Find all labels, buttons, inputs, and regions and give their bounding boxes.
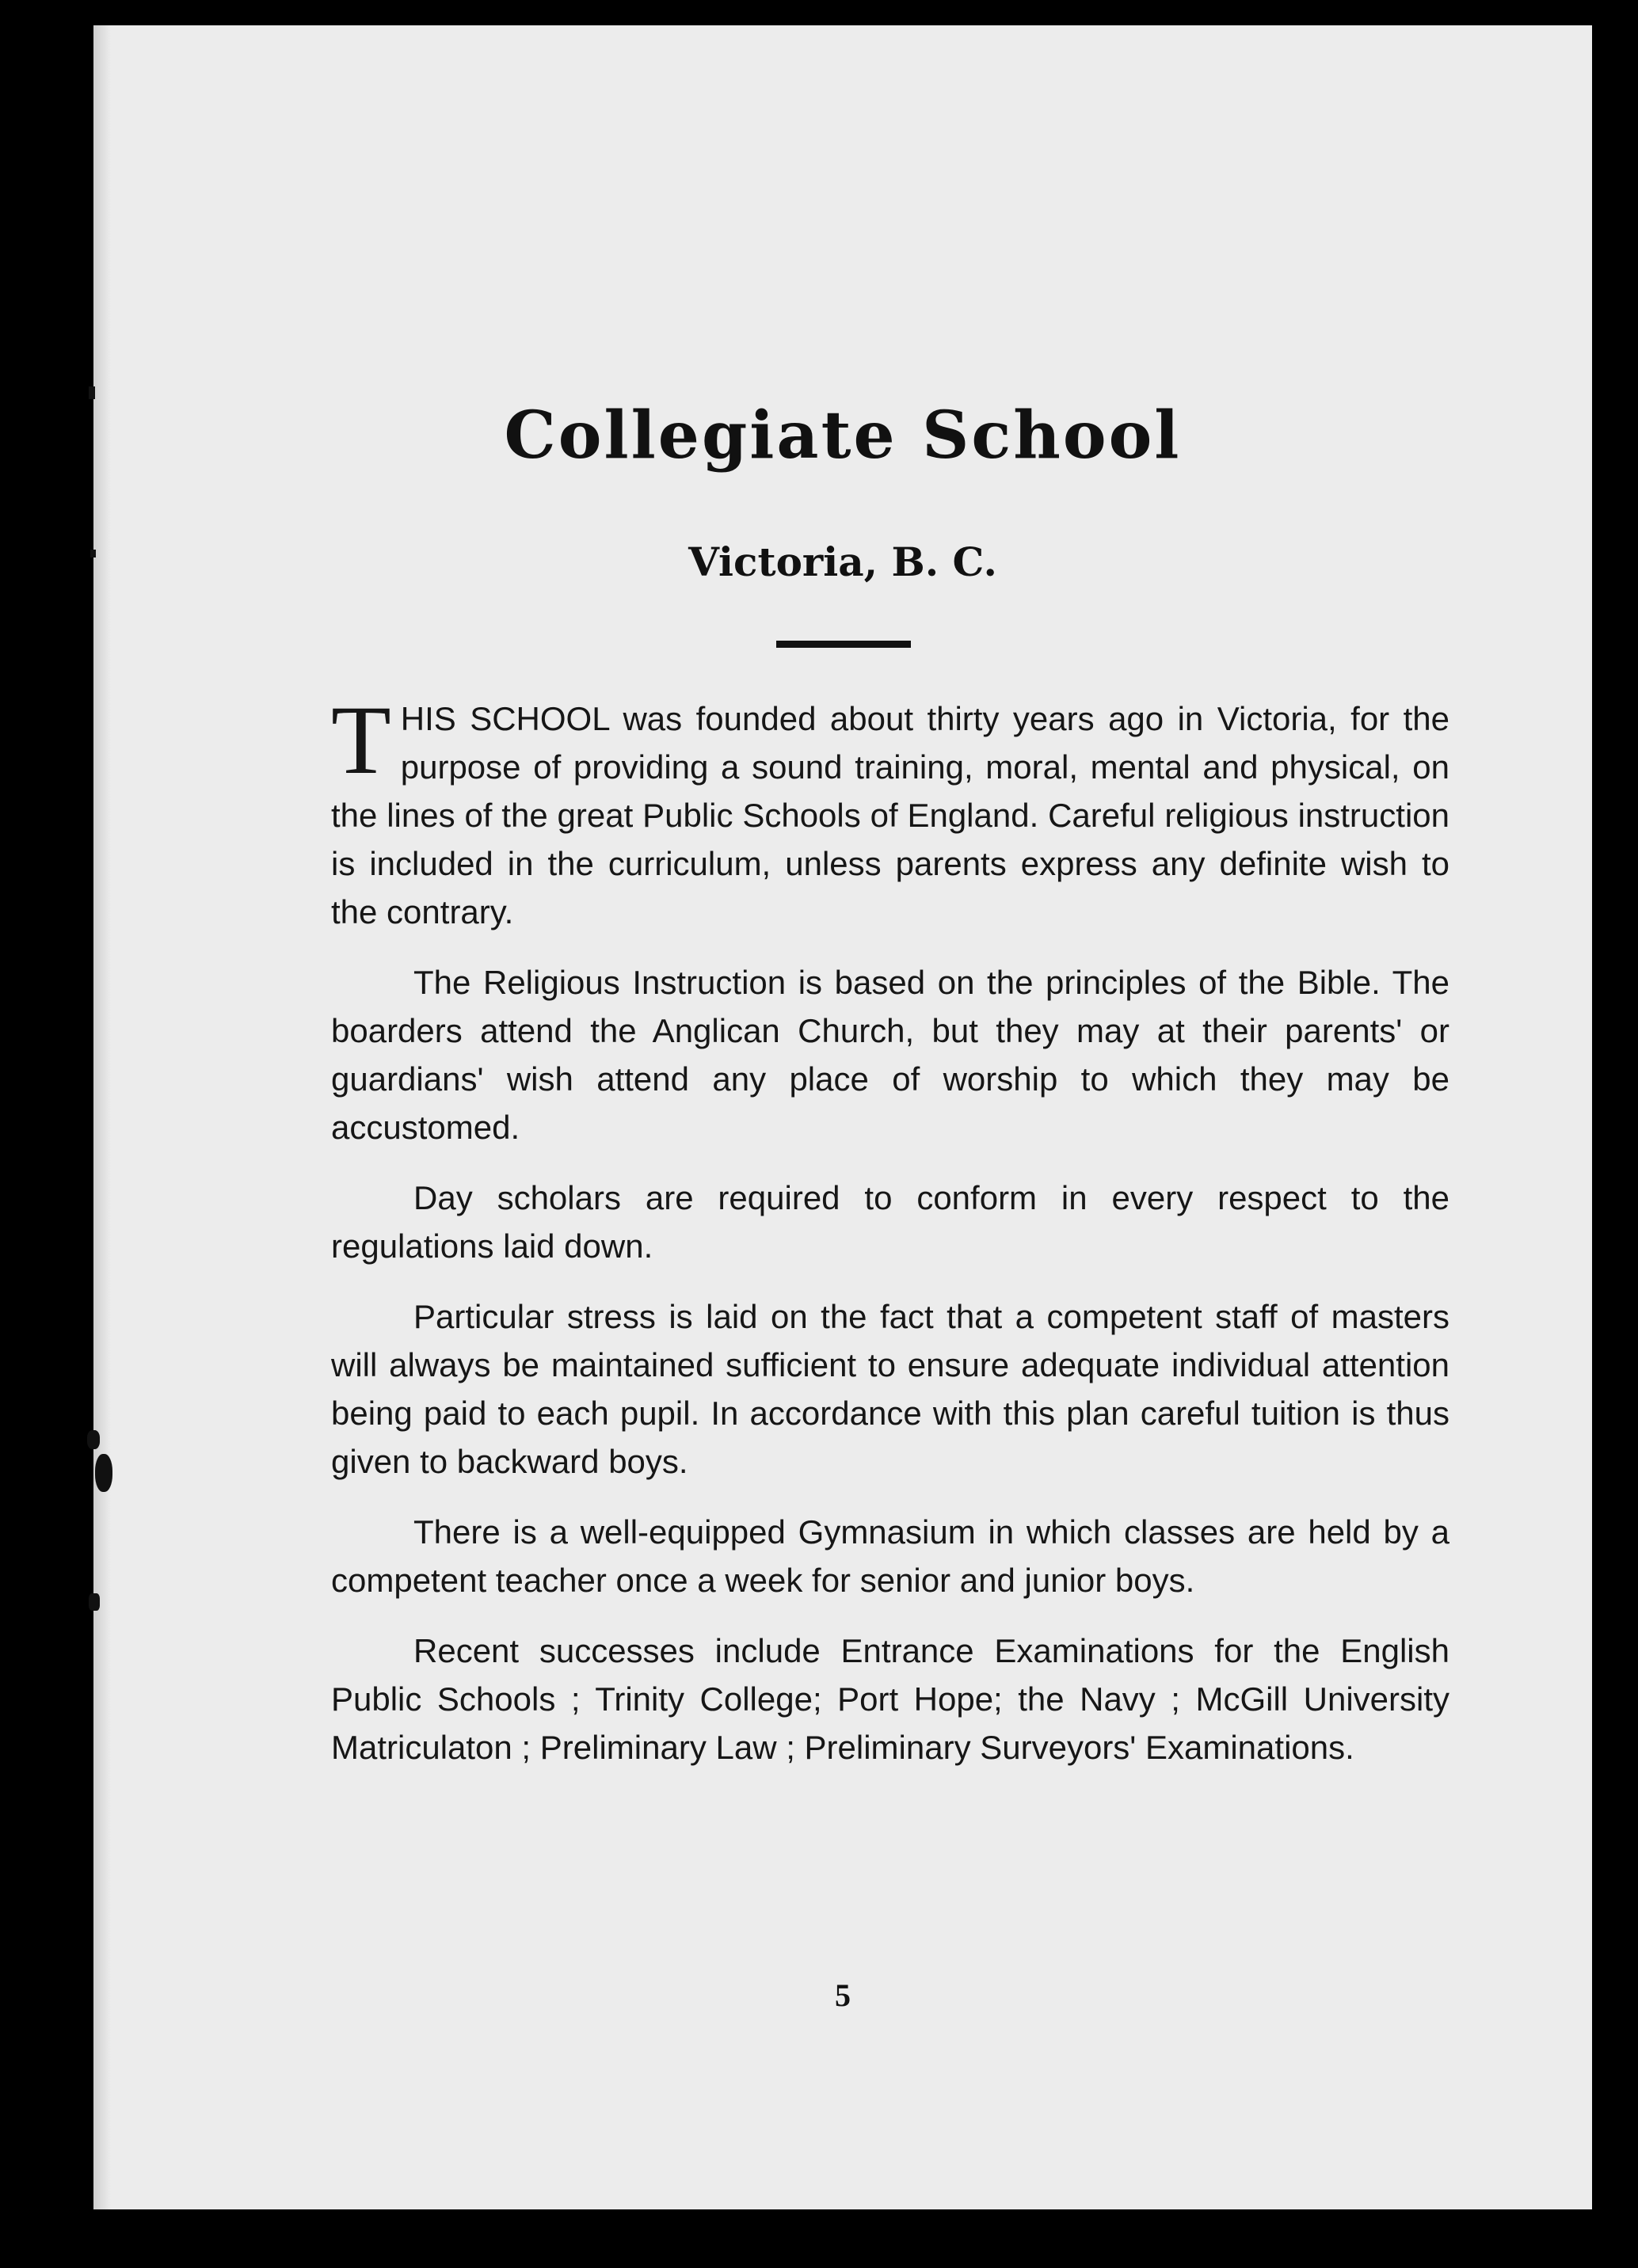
spine-shadow	[93, 25, 111, 2209]
scan-speck	[90, 550, 96, 557]
paragraph-founding: THIS SCHOOL was founded about thirty years ago in Victoria, for the purpose of providing a sound training, moral, mental and physical, on the lines of the great Public Schools of England. Careful religious instruction is included in the curriculum, unless parents express any definite wish to the contrary.	[331, 686, 1449, 930]
paragraph-staff: Particular stress is laid on the fact that a competent staff of masters will always be maintained sufficient to ensure adequate individual attention being paid to each pupil. In accordance with this plan careful tuition is thus given to backward boys.	[331, 1298, 1449, 1480]
scan-speck	[87, 1430, 100, 1449]
document-page	[93, 25, 1592, 2209]
scan-speck	[95, 1454, 112, 1492]
title-divider	[776, 641, 911, 648]
paragraph-gymnasium: There is a well-equipped Gymnasium in which classes are held by a competent teacher once a week for senior and junior boys.	[331, 1513, 1449, 1599]
body-text	[331, 686, 1449, 1794]
paragraph-religious-instruction: The Religious Instruction is based on the principles of the Bible. The boarders attend the Anglican Church, but they may at their parents' or guardians' wish attend any place of worship to which they may be accustomed.	[331, 964, 1449, 1146]
paragraph-recent-successes: Recent successes include Entrance Examinations for the English Public Schools ; Trinity College; Port Hope; the Navy ; McGill University Matriculaton ; Preliminary Law ; Preliminary Surveyors' Examinations.	[331, 1632, 1449, 1766]
scan-speck	[89, 1593, 100, 1611]
page-subtitle: Victoria, B. C.	[688, 538, 997, 585]
page-number: 5	[835, 1977, 851, 2013]
page-title: Collegiate School	[504, 398, 1182, 474]
paragraph-day-scholars: Day scholars are required to conform in every respect to the regulations laid down.	[331, 1179, 1449, 1265]
scan-speck	[89, 386, 95, 399]
